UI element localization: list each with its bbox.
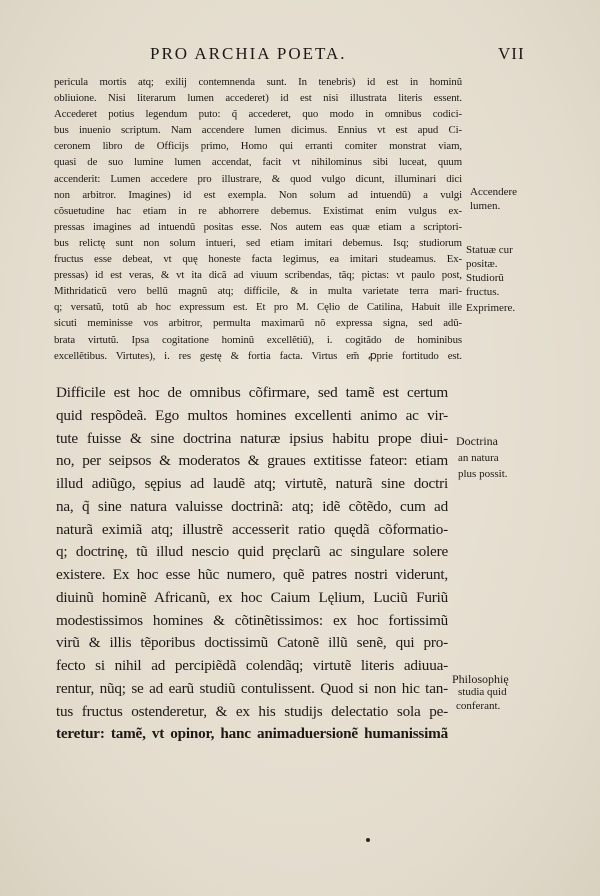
main-text-line: rentur, nũq; se ad earũ studiũ contulissent. Quod si non hic tan- xyxy=(56,679,448,697)
commentary-line: excellẽtibus. Virtutes), i. res gestę & fortia facta. Virtus em̃ ꝓprie fortitudo est. xyxy=(54,349,462,362)
main-text-line: fecto si nihil ad percipiẽdã colendãq; virtutẽ literis adiuua- xyxy=(56,657,448,674)
main-text-line: na, q̃ sine natura valuisse doctrinã: atq; idẽ cõtẽdo, cum ad xyxy=(56,497,448,515)
main-text-block xyxy=(56,382,448,746)
folio-number: VII xyxy=(498,44,525,63)
margin-note: plus possit. xyxy=(458,468,508,480)
commentary-line: bus inuenio scriptum. Nam accendere lumen dicimus. Ennius vt est apud Ci- xyxy=(54,124,462,137)
main-text-line: no, per seipsos & moderatos & graues extitisse fateor: etiam xyxy=(56,452,448,470)
main-text-line: q; doctrinę, tũ illud nescio quid pręclarũ ac singulare solere xyxy=(56,543,448,561)
main-text-line: existere. Ex hoc esse hũc numero, quẽ patres nostri viderunt, xyxy=(56,566,448,583)
commentary-line: obliuione. Nisi literarum lumen accederet) id est nisi illustrata literis essent. xyxy=(54,92,462,105)
main-text-line: diuinũ hominẽ Africanũ, ex hoc Caium Lęlium, Luciũ Furiũ xyxy=(56,588,448,606)
commentary-line: pressas imagines ad intuendũ positas esse. Nos autem eas quæ etiam a scriptori- xyxy=(54,220,462,233)
commentary-line: bus relictę sunt non solum intueri, sed etiam imitari debemus. Isq; studiorum xyxy=(54,236,462,249)
margin-note: positæ. xyxy=(466,258,498,270)
commentary-line: pressas) id est veras, & vt ita dicã ad viuum scribendas, tãq; pictas: vt paulo post, xyxy=(54,269,462,282)
margin-note: Philosophię xyxy=(452,672,509,686)
main-text-line: illud adiũgo, sępius ad laudẽ atq; virtutẽ, naturã sine doctri xyxy=(56,475,448,492)
margin-note: fructus. xyxy=(466,286,500,298)
commentary-line: pericula mortis atq; exilij contemnenda sunt. In tenebris) id est in hominũ xyxy=(54,76,462,88)
main-text-line: naturã eximiã atq; illustrẽ accesserit ratio quędã cõformatio- xyxy=(56,520,448,538)
margin-note: Doctrina xyxy=(456,434,498,448)
main-text-line: quid respõdeã. Ego multos homines excellenti animo ac vir- xyxy=(56,406,448,424)
commentary-line: quasi de suo lumine lumen accendat, facit vt nihilominus sibi luceat, quum xyxy=(54,156,462,169)
main-text-line: tute fuisse & sine doctrina naturæ ipsius habitu prope diui- xyxy=(56,429,448,447)
commentary-line: accenderit: Lumen accedere pro illustrare, & quod vulgo dicunt, illuminari dici xyxy=(54,172,462,185)
margin-note: Studiorũ xyxy=(466,272,504,284)
commentary-line: fructus esse debeat, vt quę honeste facta legimus, ea imitari studeamus. Ex- xyxy=(54,253,462,266)
commentary-line: ceronem libro de Officijs primo, Homo qui erranti comiter monstrat viam, xyxy=(54,140,462,153)
margin-note: an natura xyxy=(458,452,499,464)
commentary-block xyxy=(54,74,462,364)
commentary-line: q; versatũ, totũ ab hoc expressum est. Et pro M. Cęlio de Catilina, Habuit ille xyxy=(54,301,462,314)
commentary-line: cõsuetudine hac etiam in re abhorrere debemus. Existimat enim vulgus ex- xyxy=(54,204,462,217)
commentary-line: non arbitror. Imagines) id est exempla. Non solum ad intuendũ) a vulgi xyxy=(54,188,462,201)
commentary-line: sicuti meminisse vos arbitror, permulta maximarũ nõ expressa signa, sed adũ- xyxy=(54,317,462,330)
commentary-line: brata virtutũ. Ipsa cogitatione hominũ excellẽtiũ), i. cogitãdo de hominibus xyxy=(54,333,462,346)
main-text-line: tus fructus ostenderetur, & ex his studijs delectatio sola pe- xyxy=(56,702,448,720)
main-text-line: virũ & illis tẽporibus doctissimũ Catonẽ illũ senẽ, qui pro- xyxy=(56,634,448,652)
margin-note: Statuæ cur xyxy=(466,244,513,256)
margin-note: Exprimere. xyxy=(466,302,516,314)
margin-note: lumen. xyxy=(470,200,501,212)
margin-note: conferant. xyxy=(456,700,501,712)
running-title: PRO ARCHIA POETA. xyxy=(150,44,347,63)
commentary-line: Accederet potius legendum puto: q̃ accederet, quo modo in omnibus codici- xyxy=(54,108,462,121)
ink-speck xyxy=(366,838,370,842)
margin-note: Accendere xyxy=(470,186,518,198)
main-text-line: teretur: tamẽ, vt opinor, hanc animaduersionẽ humanissimã xyxy=(56,725,448,743)
main-text-line: modestissimos homines & cõtinẽtissimos: ex hoc fortissimũ xyxy=(56,611,448,629)
main-text-line: Difficile est hoc de omnibus cõfirmare, sed tamẽ est certum xyxy=(56,384,448,401)
margin-note: studia quid xyxy=(458,686,507,698)
commentary-line: Mithridaticũ vero bellũ magnũ atq; difficile, & in multa varietate terra mari- xyxy=(54,285,462,298)
